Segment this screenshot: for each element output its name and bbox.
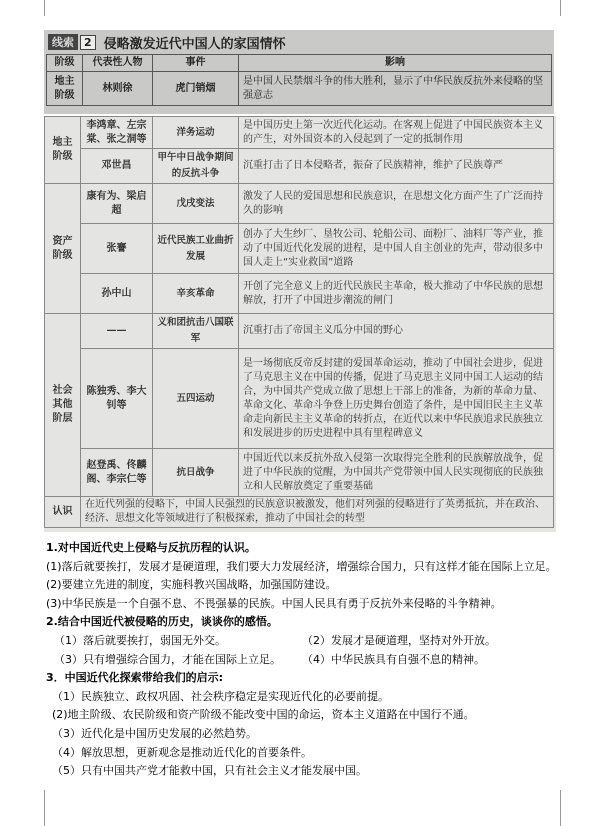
impact-cell: 是中国历史上第一次近代化运动。在客观上促进了中国民族资本主义的产生，对外国资本的入侵起到了一定的抵制作用	[239, 117, 554, 149]
list-item: （5）只有中国共产党才能救中国，只有社会主义才能发展中国。	[52, 764, 367, 778]
impact-cell: 中国近代以来反抗外敌入侵第一次取得完全胜利的民族解放战争，促进了中华民族的觉醒，为中国共产党带领中国人民实现彻底的民族独立和人民解放奠定了重要基础	[239, 449, 554, 497]
crop-mark	[560, 790, 575, 826]
list-item: (2)地主阶级、农民阶级和资产阶级不能改变中国的命运，资本主义道路在中国行不通。	[52, 708, 475, 722]
person-cell: 邓世昌	[81, 149, 153, 184]
section-3-title: 3．中国近代化探索带给我们的启示:	[46, 671, 224, 685]
table-row	[45, 314, 554, 349]
event-cell: 抗日战争	[153, 449, 239, 497]
crop-mark	[560, 0, 575, 16]
impact-cell: 沉重打击了日本侵略者，振奋了民族精神，维护了民族尊严	[239, 149, 554, 184]
table-bottom	[44, 116, 554, 528]
list-item: （3）近代化是中国历史发展的必然趋势。	[52, 726, 257, 740]
person-cell: 陈独秀、李大钊等	[81, 349, 153, 449]
person-cell: 林则徐	[83, 72, 153, 106]
class-cell: 资产阶级	[45, 184, 81, 314]
textbook-photo-top	[44, 30, 554, 114]
clue-number: 2	[80, 35, 96, 50]
event-cell: 洋务运动	[153, 117, 239, 149]
col-header: 事件	[153, 55, 239, 72]
table-header-row	[47, 55, 552, 72]
table-row	[45, 449, 554, 497]
conclusion-row	[45, 497, 554, 528]
table-top	[46, 54, 552, 106]
table-row	[47, 72, 552, 106]
list-item: （4）解放思想，更新观念是推动近代化的首要条件。	[52, 745, 312, 759]
col-header: 阶级	[47, 55, 83, 72]
impact-cell: 沉重打击了帝国主义瓜分中国的野心	[239, 314, 554, 349]
table-row	[45, 184, 554, 224]
event-cell: 戊戌变法	[153, 184, 239, 224]
event-cell: 辛亥革命	[153, 274, 239, 314]
event-cell: 甲午中日战争期间的反抗斗争	[153, 149, 239, 184]
class-cell: 地主阶级	[45, 117, 81, 184]
list-item: （3）只有增强综合国力，才能在国际上立足。	[54, 652, 281, 666]
event-cell: 近代民族工业曲折发展	[153, 224, 239, 274]
list-item: （1）民族独立、政权巩固、社会秩序稳定是实现近代化的必要前提。	[52, 689, 389, 703]
list-row	[46, 632, 586, 651]
conclusion-text: 在近代列强的侵略下，中国人民强烈的民族意识被激发，他们对列强的侵略进行了英勇抵抗，并在政治、经济、思想文化等领域进行了积极探索，推动了中国社会的转型	[81, 497, 554, 528]
table-row	[45, 149, 554, 184]
impact-cell: 是中国人民禁烟斗争的伟大胜利，显示了中华民族反抗外来侵略的坚强意志	[239, 72, 552, 106]
event-cell: 义和团抗击八国联军	[153, 314, 239, 349]
conclusion-label: 认识	[45, 497, 81, 528]
class-cell: 地主阶级	[47, 72, 83, 106]
person-cell: 李鸿章、左宗棠、张之洞等	[81, 117, 153, 149]
notes	[46, 539, 586, 781]
section-1-title: 1.对中国近代史上侵略与反抗历程的认识。	[46, 541, 256, 554]
impact-cell: 开创了完全意义上的近代民族民主革命，极大推动了中华民族的思想解放，打开了中国进步潮流的闸门	[239, 274, 554, 314]
list-item: (3)中华民族是一个自强不息、不畏强暴的民族。中国人民具有勇于反抗外来侵略的斗争精神。	[46, 596, 502, 610]
col-header: 代表性人物	[83, 55, 153, 72]
list-item: (2)要建立先进的制度，实施科教兴国战略，加强国防建设。	[46, 578, 337, 592]
clue-tag: 线索	[48, 34, 78, 50]
table-row	[45, 117, 554, 149]
person-cell: ——	[81, 314, 153, 349]
list-item: （2）发展才是硬道理，坚持对外开放。	[302, 633, 496, 647]
list-row	[46, 651, 586, 670]
table-row	[45, 349, 554, 449]
list-item: (1)落后就要挨打，发展才是硬道理，我们要大力发展经济，增强综合国力，只有这样才能在国际上立足。	[46, 559, 557, 573]
impact-cell: 激发了人民的爱国思想和民族意识，在思想文化方面产生了广泛而持久的影响	[239, 184, 554, 224]
section-title: 侵略激发近代中国人的家国情怀	[103, 36, 286, 52]
impact-cell: 是一场彻底反帝反封建的爱国革命运动，推动了中国社会进步，促进了马克思主义在中国的传播，促进了马克思主义同中国工人运动的结合，为中国共产党成立做了思想上干部上的准备，为新的革命力量、革命文化、革命斗争登上历史舞台创造了条件，是中国旧民主主义革命走向新民主主义革命的转折点，在近代以来中华民族追求民族独立和发展进步的历史进程中具有里程碑意义	[239, 349, 554, 449]
col-header: 影响	[239, 55, 552, 72]
table-row	[45, 224, 554, 274]
crop-mark	[30, 790, 45, 826]
class-cell: 社会其他阶层	[45, 314, 81, 497]
textbook-photo-bottom	[44, 116, 556, 532]
event-cell: 五四运动	[153, 349, 239, 449]
person-cell: 赵登禹、佟麟阁、李宗仁等	[81, 449, 153, 497]
list-item: （1）落后就要挨打，弱国无外交。	[54, 633, 226, 647]
impact-cell: 创办了大生纱厂、垦牧公司、轮船公司、面粉厂、油料厂等产业，推动了中国近代化发展的进程，是中国人自主创业的先声，带动很多中国人走上“实业救国”道路	[239, 224, 554, 274]
person-cell: 张謇	[81, 224, 153, 274]
person-cell: 孙中山	[81, 274, 153, 314]
crop-mark	[30, 0, 45, 16]
section-header	[48, 32, 286, 52]
event-cell: 虎门销烟	[153, 72, 239, 106]
table-row	[45, 274, 554, 314]
list-item: （4）中华民族具有自强不息的精神。	[302, 652, 485, 666]
person-cell: 康有为、梁启超	[81, 184, 153, 224]
section-2-title: 2.结合中国近代被侵略的历史，谈谈你的感悟。	[46, 615, 278, 629]
